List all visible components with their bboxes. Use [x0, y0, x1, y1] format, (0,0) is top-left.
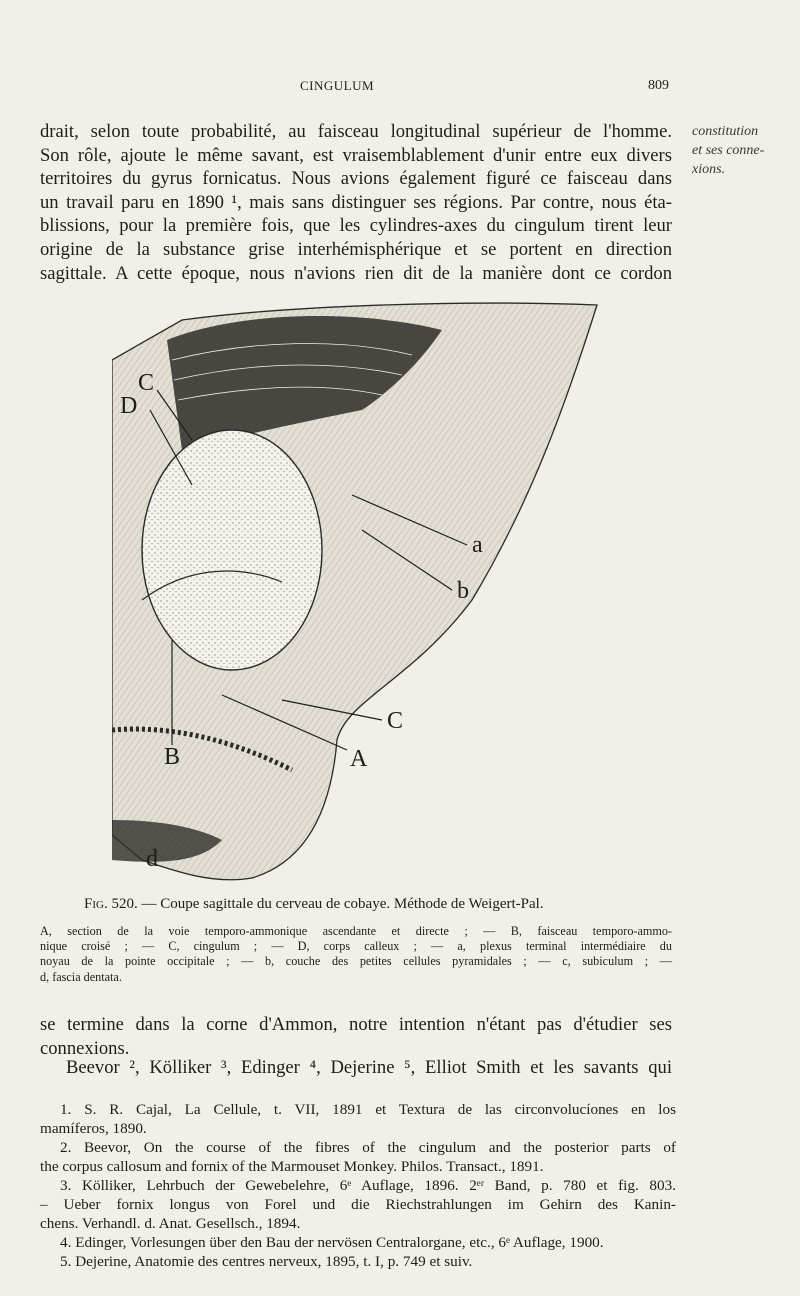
legend-line: d, fascia dentata.: [40, 969, 122, 984]
page-number: 809: [648, 78, 669, 93]
stipple-fill: [142, 430, 322, 670]
text-line: Beevor ², Kölliker ³, Edinger ⁴, Dejerine ⁵, Elliot Smith et les savants qui: [66, 1057, 672, 1078]
footnote-line: 5. Dejerine, Anatomie des centres nerveux, 1895, t. I, p. 749 et suiv.: [60, 1253, 473, 1270]
figure-caption: [84, 896, 684, 913]
marginal-note: [692, 122, 796, 179]
anatomical-figure: [112, 300, 612, 885]
label-b: b: [457, 578, 469, 604]
footnote-5: [40, 1252, 676, 1271]
footnote-line: 2. Beevor, On the course of the fibres of the cingulum and the posterior parts of: [60, 1139, 676, 1156]
footnotes: [40, 1100, 676, 1271]
label-A: A: [350, 746, 368, 772]
running-head: [0, 78, 800, 98]
label-d: d: [146, 846, 158, 872]
marginal-note-line: xions.: [692, 162, 726, 177]
label-D: D: [120, 393, 138, 419]
label-a: a: [472, 532, 483, 558]
legend-line: A, section de la voie temporo-ammonique ascendante et directe ; — B, faisceau temporo-ammo-: [40, 924, 672, 938]
footnote-line: – Ueber fornix longus von Forel und die Riechstrahlungen im Gehirn des Kanin-: [40, 1196, 676, 1213]
paragraph-1: [40, 120, 672, 285]
label-B: B: [164, 744, 181, 770]
footnote-line: mamíferos, 1890.: [40, 1120, 147, 1137]
footnote-line: the corpus callosum and fornix of the Marmouset Monkey. Philos. Transact., 1891.: [40, 1158, 544, 1175]
marginal-note-line: constitution: [692, 124, 759, 139]
figure-number: Fig. 520.: [84, 896, 138, 912]
label-C-lower: C: [387, 708, 404, 734]
footnote-1: [40, 1100, 676, 1138]
footnote-line: 4. Edinger, Vorlesungen über den Bau der nervösen Centralorgane, etc., 6ᵉ Auflage, 1900.: [60, 1234, 604, 1251]
footnote-line: 3. Kölliker, Lehrbuch der Gewebelehre, 6ᵉ Auflage, 1896. 2ᵉʳ Band, p. 780 et fig. 803.: [60, 1177, 676, 1194]
paragraph-2: [40, 1013, 672, 1060]
figure-drawing: [112, 300, 612, 885]
text-line: territoires du gyrus fornicatus. Nous avions également figuré ce faisceau dans: [40, 168, 672, 190]
text-line: drait, selon toute probabilité, au faisceau longitudinal supérieur de l'homme.: [40, 121, 672, 142]
text-line: sagittale. A cette époque, nous n'avions rien dit de la manière dont ce cordon: [40, 262, 672, 284]
marginal-note-line: et ses conne-: [692, 143, 765, 158]
label-C-upper: C: [138, 370, 155, 396]
footnote-3: [40, 1176, 676, 1233]
text-line: un travail paru en 1890 ¹, mais sans distinguer ses régions. Par contre, nous éta-: [40, 191, 672, 213]
caption-text: — Coupe sagittale du cerveau de cobaye. Méthode de Weigert-Pal.: [137, 896, 544, 912]
paragraph-3: [40, 1056, 672, 1080]
footnote-2: [40, 1138, 676, 1176]
text-line: se termine dans la corne d'Ammon, notre intention n'étant pas d'étudier ses: [40, 1014, 672, 1035]
text-line: connexions.: [40, 1037, 130, 1059]
figure-legend: [40, 924, 672, 985]
legend-line: noyau de la pointe occipitale ; — b, couche des petites cellules pyramidales ; — c, subiculum ; —: [40, 954, 672, 969]
footnote-line: chens. Verhandl. d. Anat. Gesellsch., 1894.: [40, 1215, 301, 1232]
legend-line: nique croisé ; — C, cingulum ; — D, corps calleux ; — a, plexus terminal intermédiaire du: [40, 939, 672, 954]
running-title: CINGULUM: [300, 78, 375, 93]
text-line: origine de la substance grise interhémisphérique et se portent en direction: [40, 238, 672, 260]
text-line: blissions, pour la première fois, que les cylindres-axes du cingulum tirent leur: [40, 215, 672, 237]
text-line: Son rôle, ajoute le même savant, est vraisemblablement d'unir entre eux divers: [40, 144, 672, 166]
footnote-4: [40, 1233, 676, 1252]
footnote-line: 1. S. R. Cajal, La Cellule, t. VII, 1891 et Textura de las circonvolucíones en los: [60, 1101, 676, 1118]
